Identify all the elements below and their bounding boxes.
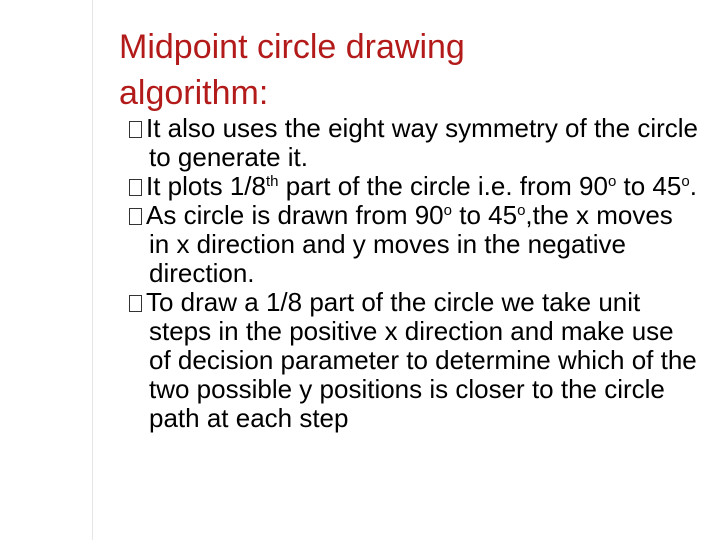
bullet-item: As circle is drawn from 90$^o$ to 45$^o$,the x moves in x direction and y moves in the negative direction. (129, 201, 699, 288)
bullet-item: It also uses the eight way symmetry of the circle to generate it. (129, 114, 699, 172)
bullet-item: It plots 1/8th part of the circle i.e. from 90$^o$ to 45$^o$. (129, 172, 699, 201)
bullet-glyph-icon (129, 179, 142, 196)
bullet-item: To draw a 1/8 part of the circle we take unit steps in the positive x direction and make use of decision parameter to determine which of the two possible y positions is closer to the circle path at each step (129, 288, 699, 433)
bullet-glyph-icon (129, 121, 142, 138)
slide-title (119, 24, 679, 116)
title-line-1: Midpoint circle drawing (119, 28, 465, 66)
bullet-glyph-icon (129, 208, 142, 225)
slide-left-border (92, 0, 93, 540)
title-line-2: algorithm: (119, 74, 269, 112)
bullet-list (129, 114, 699, 433)
bullet-glyph-icon (129, 295, 142, 312)
